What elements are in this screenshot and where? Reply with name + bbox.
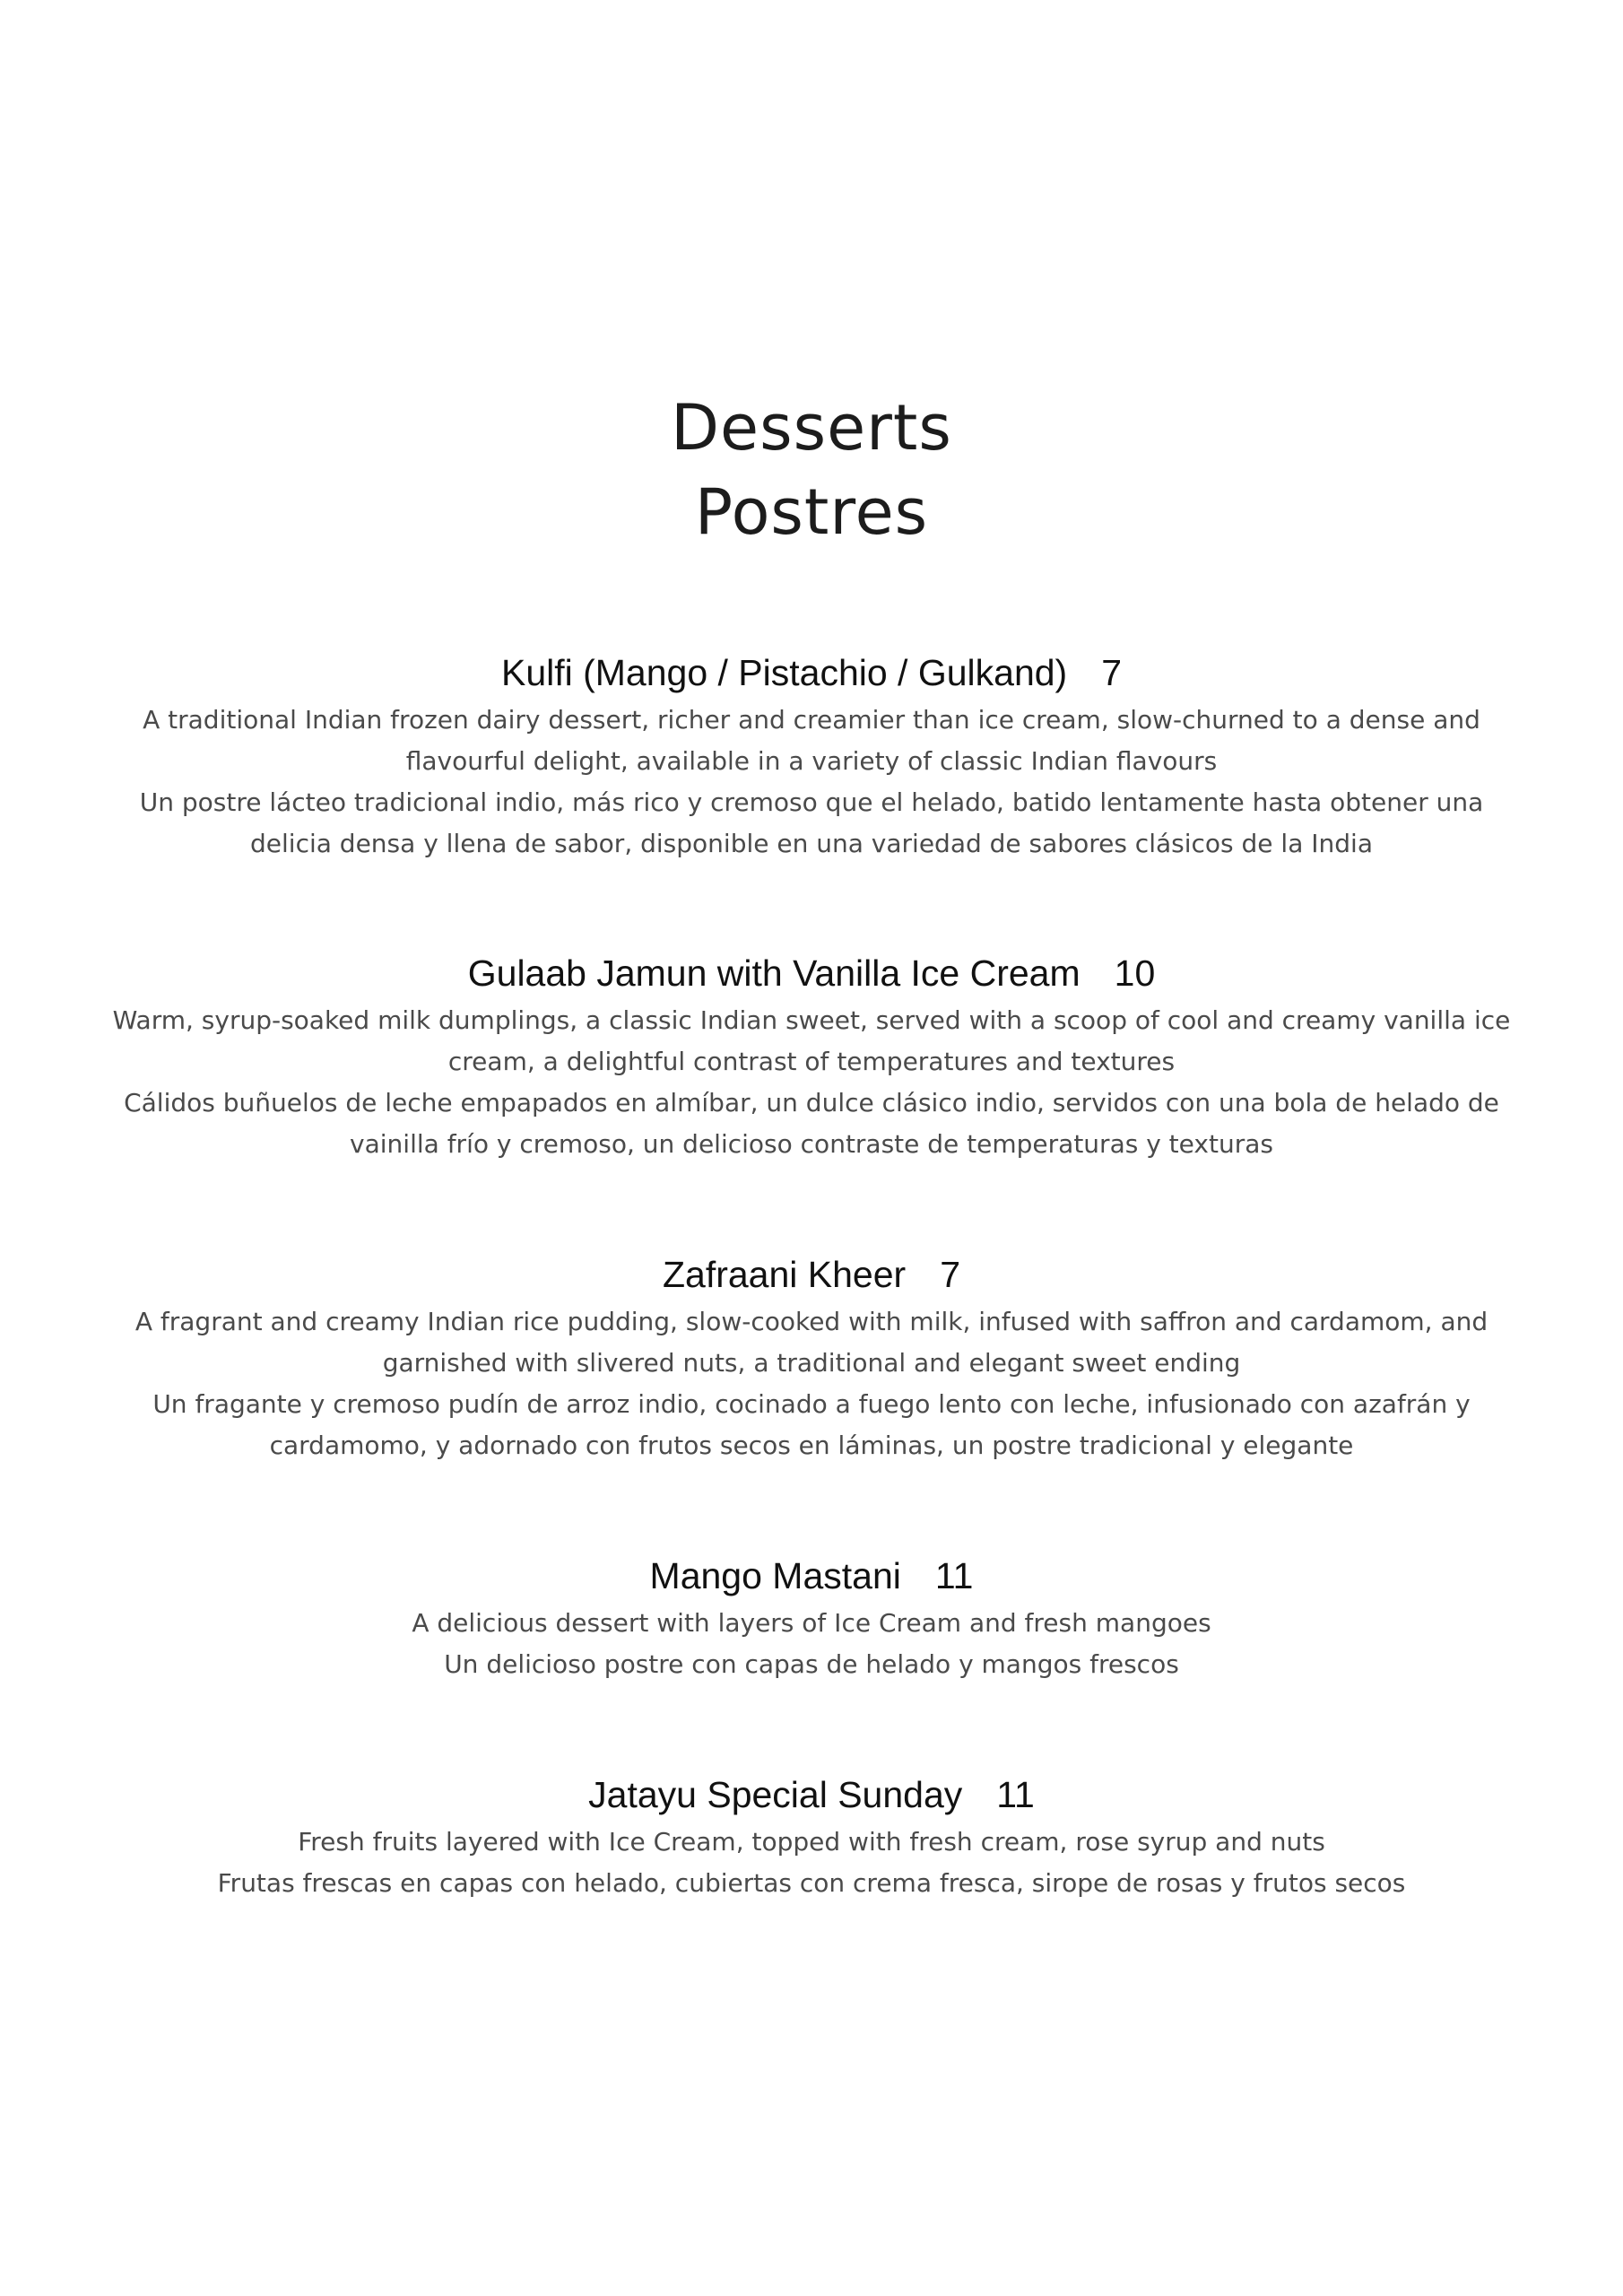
menu-item-kulfi [0, 648, 1623, 865]
menu-item-description-english: A fragrant and creamy Indian rice pudding, slow-cooked with milk, infused with saffron and cardamom, and garnished with slivered nuts, a traditional and elegant sweet ending [135, 1307, 1488, 1378]
menu-item-gulaab-jamun [0, 948, 1623, 1165]
menu-item-heading [0, 648, 1623, 698]
menu-item-description-spanish: Un delicioso postre con capas de helado y mangos frescos [444, 1649, 1179, 1679]
menu-item-price: 10 [1114, 952, 1156, 994]
menu-item-heading [0, 1249, 1623, 1300]
menu-item-description-spanish: Un postre lácteo tradicional indio, más rico y cremoso que el helado, batido lentamente hasta obtener una delicia densa y llena de sabor, disponible en una variedad de sabores clásicos de la India [139, 787, 1484, 858]
menu-item-description-spanish: Un fragante y cremoso pudín de arroz indio, cocinado a fuego lento con leche, infusionado con azafrán y cardamomo, y adornado con frutos secos en láminas, un postre tradicional y elegante [152, 1389, 1471, 1460]
title-english: Desserts [671, 391, 952, 465]
menu-item-price: 7 [1101, 652, 1123, 693]
menu-item-heading [0, 1770, 1623, 1820]
menu-item-price: 7 [940, 1254, 961, 1295]
menu-item-description-english: A delicious dessert with layers of Ice Cream and fresh mangoes [412, 1608, 1211, 1638]
menu-item-jatayu-special-sunday [0, 1770, 1623, 1904]
menu-item-description-spanish: Cálidos buñuelos de leche empapados en almíbar, un dulce clásico indio, servidos con una bola de helado de vainilla frío y cremoso, un delicioso contraste de temperaturas y texturas [124, 1088, 1499, 1159]
title-spanish: Postres [694, 475, 929, 549]
menu-item-zafraani-kheer [0, 1249, 1623, 1466]
menu-item-description-english: Fresh fruits layered with Ice Cream, topped with fresh cream, rose syrup and nuts [298, 1827, 1325, 1857]
page-title [0, 386, 1623, 554]
menu-item-name: Jatayu Special Sunday [588, 1774, 963, 1815]
menu-item-name: Gulaab Jamun with Vanilla Ice Cream [467, 952, 1081, 994]
menu-item-name: Zafraani Kheer [662, 1254, 907, 1295]
menu-item-heading [0, 948, 1623, 998]
menu-item-description-english: A traditional Indian frozen dairy dessert, richer and creamier than ice cream, slow-churned to a dense and flavourful delight, available in a variety of classic Indian flavours [143, 705, 1480, 776]
menu-item-name: Mango Mastani [649, 1555, 901, 1596]
menu-item-price: 11 [934, 1555, 974, 1596]
menu-item-name: Kulfi (Mango / Pistachio / Gulkand) [500, 652, 1068, 693]
menu-item-heading [0, 1551, 1623, 1601]
menu-item-description-spanish: Frutas frescas en capas con helado, cubiertas con crema fresca, sirope de rosas y frutos secos [217, 1868, 1406, 1898]
menu-item-description-english: Warm, syrup-soaked milk dumplings, a classic Indian sweet, served with a scoop of cool and creamy vanilla ice cream, a delightful contrast of temperatures and textures [112, 1005, 1511, 1076]
menu-item-mango-mastani [0, 1551, 1623, 1685]
menu-item-price: 11 [996, 1774, 1035, 1815]
